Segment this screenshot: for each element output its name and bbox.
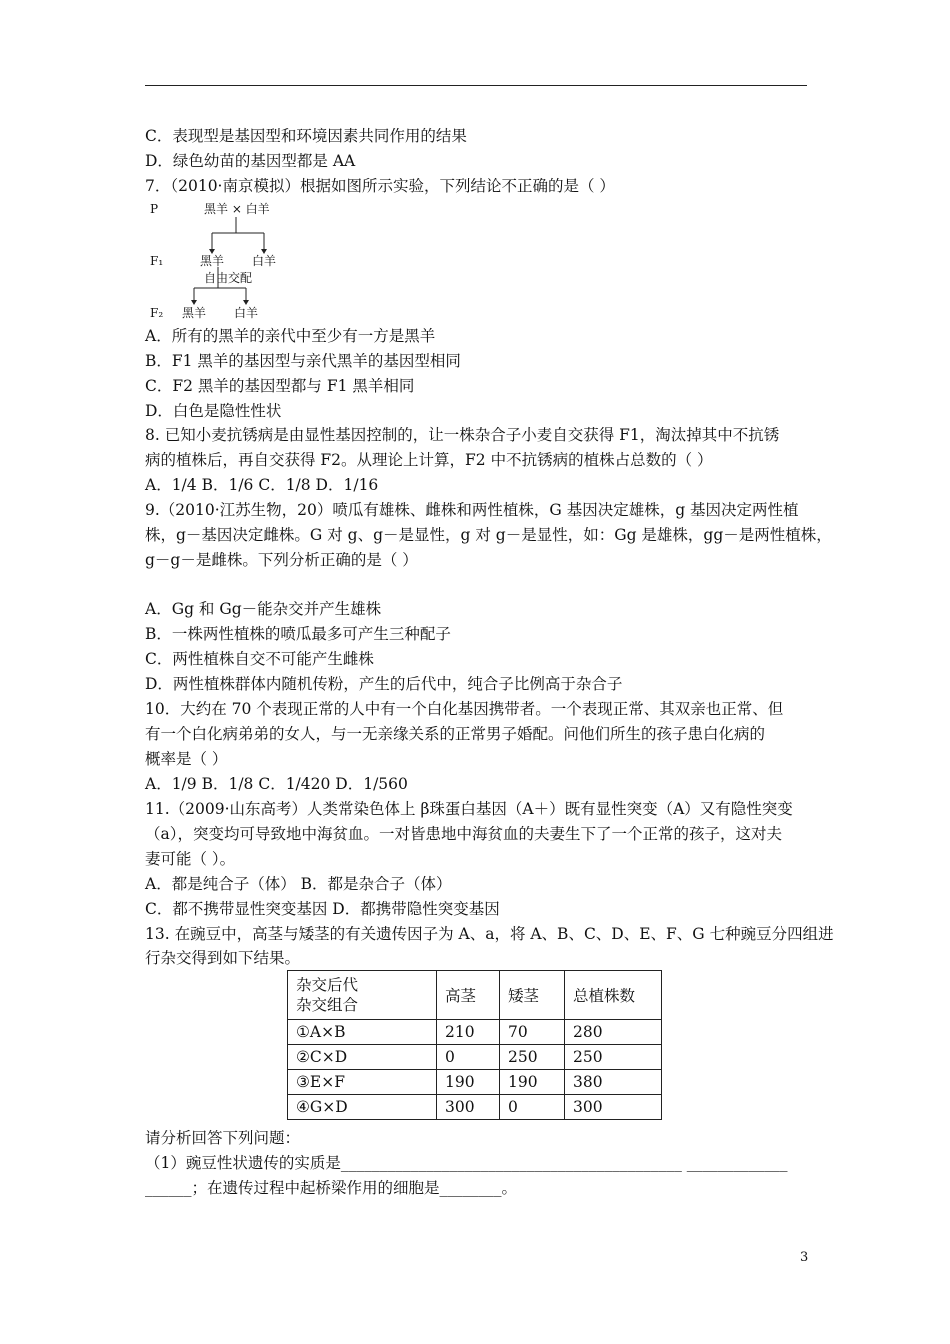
header-tall: 高茎 [437,971,500,1020]
q9-option-a: A．Gg 和 Gg－能杂交并产生雄株 [145,600,382,618]
cell-total: 250 [565,1045,662,1070]
generation-p-label: P [150,202,159,216]
q8-options: A．1/4 B．1/6 C．1/8 D．1/16 [145,476,379,494]
table-header-row [288,971,662,1020]
inheritance-diagram [148,200,288,325]
q13-stem-2: 行杂交得到如下结果。 [145,949,301,967]
header-short: 矮茎 [500,971,565,1020]
cell-total: 300 [565,1095,662,1120]
p-cross-text: 黑羊 × 白羊 [204,202,270,216]
q7-option-d: D．白色是隐性性状 [145,402,282,420]
f1-white-sheep: 白羊 [252,254,277,268]
page-number: 3 [800,1250,809,1265]
cross-results-table [287,970,662,1120]
q13-part1-line1: （1）豌豆性状遗传的实质是____________________________________________ _____________ [145,1154,788,1172]
cell-combo: ④G×D [288,1095,437,1120]
q6-option-c: C．表现型是基因型和环境因素共同作用的结果 [145,127,467,145]
q7-option-b: B．F1 黑羊的基因型与亲代黑羊的基因型相同 [145,352,461,370]
q13-part1-line2: ______；在遗传过程中起桥梁作用的细胞是________。 [145,1179,518,1197]
generation-f1-label: F₁ [150,254,164,268]
q6-option-d: D．绿色幼苗的基因型都是 AA [145,152,356,170]
cell-tall: 190 [437,1070,500,1095]
q10-stem-2: 有一个白化病弟弟的女人，与一无亲缘关系的正常男子婚配。问他们所生的孩子患白化病的 [145,725,766,743]
q7-option-c: C．F2 黑羊的基因型都与 F1 黑羊相同 [145,377,415,395]
cell-short: 250 [500,1045,565,1070]
cell-total: 280 [565,1020,662,1045]
cell-total: 380 [565,1070,662,1095]
q7-stem: 7．（2010·南京模拟）根据如图所示实验，下列结论不正确的是（ ） [145,177,615,195]
q9-stem-3: g－g－是雌株。下列分析正确的是（ ） [145,551,418,569]
q11-options-cd: C．都不携带显性突变基因 D．都携带隐性突变基因 [145,900,500,918]
generation-f2-label: F₂ [150,306,164,320]
cell-combo: ③E×F [288,1070,437,1095]
cell-short: 70 [500,1020,565,1045]
cell-combo: ②C×D [288,1045,437,1070]
q11-stem-2: （a），突变均可导致地中海贫血。一对皆患地中海贫血的夫妻生下了一个正常的孩子，这对夫 [145,825,782,843]
header-combination: 杂交组合 [296,996,359,1014]
q9-stem-2: 株，g－基因决定雌株。G 对 g、g－是显性，g 对 g－是显性，如：Gg 是雄株，gg－是两性植株， [145,526,832,544]
table-row [288,1020,662,1045]
cell-tall: 300 [437,1095,500,1120]
q8-stem-2: 病的植株后，再自交获得 F2。从理论上计算，F2 中不抗锈病的植株占总数的（ ） [145,451,713,469]
q11-stem-3: 妻可能（ ）。 [145,850,236,868]
q9-option-d: D．两性植株群体内随机传粉，产生的后代中，纯合子比例高于杂合子 [145,675,623,693]
q10-stem-1: 10．大约在 70 个表现正常的人中有一个白化基因携带者。一个表现正常、其双亲也正常、但 [145,700,784,718]
q9-stem-1: 9.（2010·江苏生物，20）喷瓜有雄株、雌株和两性植株，G 基因决定雄株，g 基因决定两性植 [145,501,799,519]
q9-option-b: B．一株两性植株的喷瓜最多可产生三种配子 [145,625,451,643]
q13-prompt: 请分析回答下列问题： [145,1129,301,1147]
table-header-cell [288,971,437,1020]
q10-stem-3: 概率是（ ） [145,750,228,768]
q7-option-a: A．所有的黑羊的亲代中至少有一方是黑羊 [145,327,436,345]
cell-short: 0 [500,1095,565,1120]
q8-stem-1: 8. 已知小麦抗锈病是由显性基因控制的，让一株杂合子小麦自交获得 F1，淘汰掉其中不抗锈 [145,426,780,444]
q10-options: A．1/9 B．1/8 C．1/420 D．1/560 [145,775,408,793]
q11-options-ab: A．都是纯合子（体） B．都是杂合子（体） [145,875,452,893]
header-total: 总植株数 [565,971,662,1020]
header-offspring: 杂交后代 [296,976,359,994]
f2-white-sheep: 白羊 [234,306,259,320]
table-row [288,1045,662,1070]
cell-combo: ①A×B [288,1020,437,1045]
header-rule [145,85,807,86]
f1-black-sheep: 黑羊 [200,254,225,268]
free-mating-label: 自由交配 [204,271,253,285]
cell-tall: 0 [437,1045,500,1070]
cell-tall: 210 [437,1020,500,1045]
table-row [288,1095,662,1120]
table-row [288,1070,662,1095]
cell-short: 190 [500,1070,565,1095]
q11-stem-1: 11.（2009·山东高考）人类常染色体上 β珠蛋白基因（A＋）既有显性突变（A）又有隐性突变 [145,800,793,818]
q13-stem-1: 13. 在豌豆中，高茎与矮茎的有关遗传因子为 A、a，将 A、B、C、D、E、F、G 七种豌豆分四组进 [145,925,834,943]
f2-black-sheep: 黑羊 [182,306,207,320]
q9-option-c: C．两性植株自交不可能产生雌株 [145,650,374,668]
